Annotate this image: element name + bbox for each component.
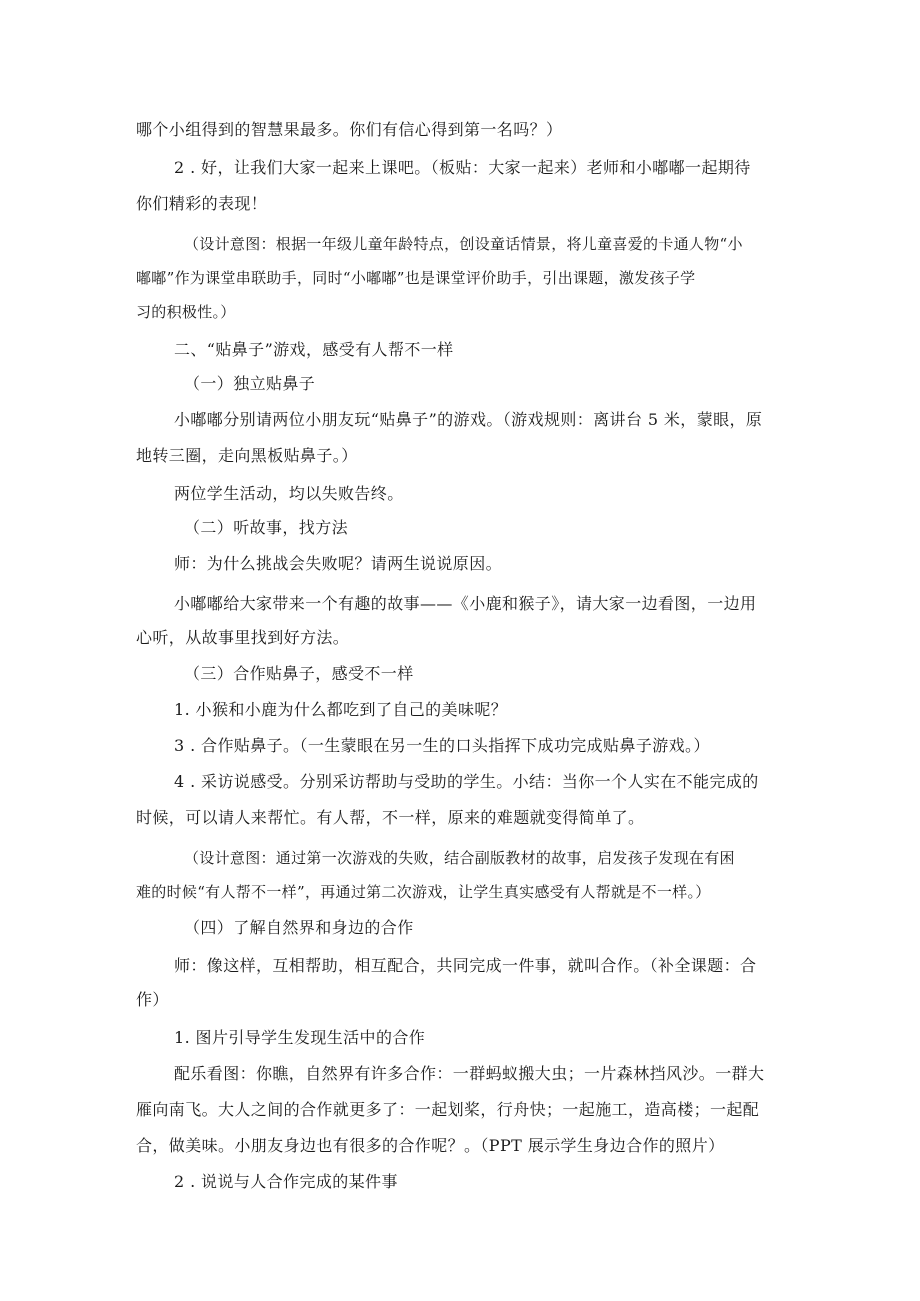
text-line: 2 . 好，让我们大家一起来上课吧。（板贴：大家一起来）老师和小嘟嘟一起期待 [174, 158, 751, 177]
text-line: 两位学生活动，均以失败告终。 [174, 484, 404, 503]
text-line: 师：像这样，互相帮助，相互配合，共同完成一件事，就叫合作。（补全课题：合 [174, 956, 757, 975]
text-line: 师：为什么挑战会失败呢？请两生说说原因。 [174, 554, 503, 573]
subsection-heading: （一）独立贴鼻子 [184, 374, 316, 393]
text-line: 作） [136, 990, 169, 1009]
subsection-heading: （四）了解自然界和身边的合作 [184, 918, 414, 937]
text-line: 1. 小猴和小鹿为什么都吃到了自己的美味呢？ [174, 700, 508, 719]
text-line: 小嘟嘟分别请两位小朋友玩“贴鼻子”的游戏。（游戏规则：离讲台 5 米，蒙眼，原 [174, 410, 763, 429]
design-intent-line: （设计意图：通过第一次游戏的失败，结合副版教材的故事，启发孩子发现在有困 [184, 849, 735, 867]
subsection-heading: （二）听故事，找方法 [184, 518, 349, 537]
text-line: 配乐看图：你瞧，自然界有许多合作：一群蚂蚁搬大虫；一片森林挡风沙。一群大 [174, 1064, 765, 1083]
subsection-heading: （三）合作贴鼻子，感受不一样 [184, 664, 414, 683]
text-line: 1. 图片引导学生发现生活中的合作 [174, 1028, 426, 1047]
section-heading: 二、“贴鼻子”游戏，感受有人帮不一样 [174, 340, 454, 359]
text-line: 心听，从故事里找到好方法。 [136, 628, 350, 647]
text-line: 时候，可以请人来帮忙。有人帮，不一样，原来的难题就变得简单了。 [136, 808, 645, 827]
text-line: 小嘟嘟给大家带来一个有趣的故事——《小鹿和猴子》，请大家一边看图，一边用 [174, 594, 757, 613]
text-line: 地转三圈，走向黑板贴鼻子。） [136, 446, 358, 465]
design-intent-line: （设计意图：根据一年级儿童年龄特点，创设童话情景，将儿童喜爱的卡通人物“小 [184, 235, 743, 253]
text-line: 你们精彩的表现！ [136, 194, 268, 213]
design-intent-line: 习的积极性。） [136, 303, 236, 321]
text-line: 3 . 合作贴鼻子。（一生蒙眼在另一生的口头指挥下成功完成贴鼻子游戏。） [174, 736, 710, 755]
text-line: 4 . 采访说感受。分别采访帮助与受助的学生。小结：当你一个人实在不能完成的 [174, 772, 759, 791]
design-intent-line: 嘟嘟”作为课堂串联助手，同时“小嘟嘟”也是课堂评价助手，引出课题，激发孩子学 [136, 269, 696, 287]
text-line: 哪个小组得到的智慧果最多。你们有信心得到第一名吗？） [136, 120, 563, 139]
text-line: 2 . 说说与人合作完成的某件事 [174, 1172, 398, 1191]
design-intent-line: 难的时候“有人帮不一样”，再通过第二次游戏，让学生真实感受有人帮就是不一样。） [136, 883, 711, 901]
text-line: 雁向南飞。大人之间的合作就更多了：一起划桨，行舟快；一起施工，造高楼；一起配 [136, 1100, 760, 1119]
text-line: 合，做美味。小朋友身边也有很多的合作呢？。（PPT 展示学生身边合作的照片） [136, 1136, 725, 1155]
